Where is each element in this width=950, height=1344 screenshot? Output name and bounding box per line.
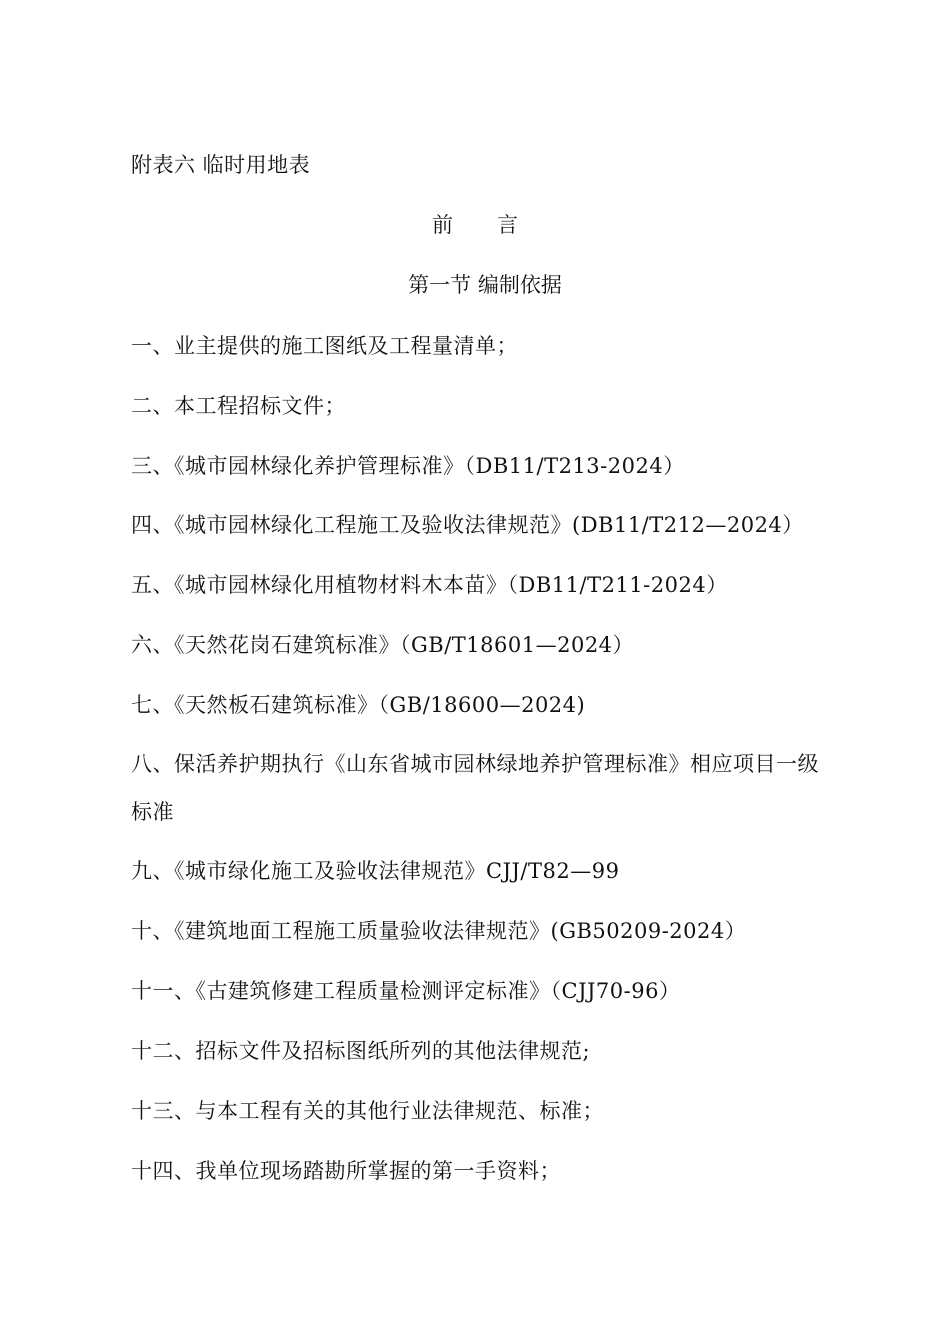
list-item: 十三、与本工程有关的其他行业法律规范、标准； [131,1099,604,1123]
list-item: 六、《天然花岗石建筑标准》（GB/T18601—2024） [131,633,635,657]
list-item: 四、《城市园林绿化工程施工及验收法律规范》(DB11/T212—2024） [131,513,804,537]
appendix-line: 附表六 临时用地表 [131,153,311,177]
list-item: 三、《城市园林绿化养护管理标准》（DB11/T213-2024） [131,454,685,478]
preface-heading-char-2: 言 [497,213,518,237]
list-item: 五、《城市园林绿化用植物材料木本苗》（DB11/T211-2024） [131,573,728,597]
preface-heading [0,210,950,240]
list-item: 九、《城市绿化施工及验收法律规范》CJJ/T82—99 [131,859,620,883]
list-item: 十、《建筑地面工程施工质量验收法律规范》(GB50209-2024） [131,919,747,943]
preface-heading-char-1: 前 [432,213,453,237]
list-item: 八、保活养护期执行《山东省城市园林绿地养护管理标准》相应项目一级标准 [131,752,819,824]
list-item: 七、《天然板石建筑标准》（GB/18600—2024) [131,693,586,717]
list-item: 二、本工程招标文件； [131,394,346,418]
list-item: 十二、招标文件及招标图纸所列的其他法律规范; [131,1039,591,1063]
list-item: 十四、我单位现场踏勘所掌握的第一手资料； [131,1159,561,1183]
list-item: 一、业主提供的施工图纸及工程量清单； [131,334,518,358]
list-item: 十一、《古建筑修建工程质量检测评定标准》（CJJ70-96） [131,979,681,1003]
section-title: 第一节 编制依据 [408,273,562,297]
